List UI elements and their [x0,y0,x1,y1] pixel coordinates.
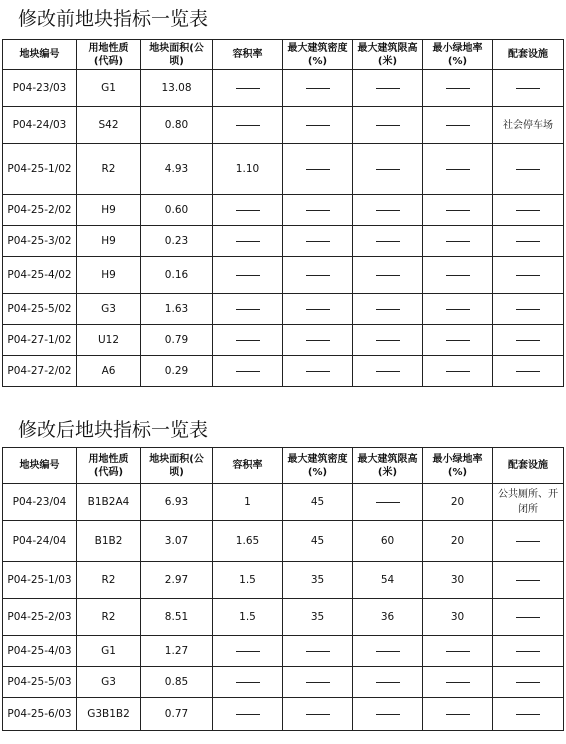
column-header-line: (%) [307,55,328,67]
table-cell [353,484,423,521]
table-cell [423,226,493,257]
empty-value-dash [516,714,540,715]
table-cell [213,70,283,107]
empty-value-dash [236,340,260,341]
empty-value-dash [376,714,400,715]
empty-value-dash [376,682,400,683]
table-cell: P04-25-6/03 [3,698,77,731]
table-cell: 2.97 [141,562,213,599]
table-cell: G3 [77,294,141,325]
table-cell: 3.07 [141,521,213,562]
column-header-line: 地块编号 [19,460,60,471]
table-cell: P04-25-2/03 [3,599,77,636]
empty-value-dash [516,309,540,310]
table-cell [423,144,493,195]
table-row [3,257,564,294]
empty-value-dash [516,682,540,683]
column-header [423,40,493,70]
table-cell: G3B1B2 [77,698,141,731]
column-header [77,448,141,484]
table-cell: 4.93 [141,144,213,195]
column-header [3,448,77,484]
empty-value-dash [306,88,330,89]
column-header [213,448,283,484]
column-header-line: 最大建筑密度 [287,453,348,465]
table-cell: P04-25-1/02 [3,144,77,195]
empty-value-dash [306,241,330,242]
after-indicator-table [2,447,564,731]
table-row [3,144,564,195]
table-cell: 20 [423,521,493,562]
table-cell: G1 [77,70,141,107]
empty-value-dash [376,340,400,341]
table-cell: 1 [213,484,283,521]
table-cell: R2 [77,144,141,195]
table-cell [423,257,493,294]
column-header [353,40,423,70]
column-header-line: 用地性质 [88,453,129,465]
empty-value-dash [376,125,400,126]
empty-value-dash [376,88,400,89]
table-cell: 30 [423,599,493,636]
table-cell: P04-23/03 [3,70,77,107]
empty-value-dash [376,275,400,276]
empty-value-dash [376,309,400,310]
empty-value-dash [306,682,330,683]
before-indicator-table [2,39,564,387]
empty-value-dash [516,617,540,618]
column-header [3,40,77,70]
column-header [353,448,423,484]
table-cell [213,294,283,325]
table-cell [353,667,423,698]
empty-value-dash [516,651,540,652]
table-cell: 6.93 [141,484,213,521]
column-header-line: 地块编号 [19,49,60,60]
empty-value-dash [376,241,400,242]
table-cell [353,325,423,356]
table-cell: P04-25-4/02 [3,257,77,294]
table-cell [493,698,564,731]
table-row [3,325,564,356]
table-cell: R2 [77,562,141,599]
after-table-title: 修改后地块指标一览表 [18,419,209,441]
table-cell [353,356,423,387]
table-cell [493,562,564,599]
table-cell [213,636,283,667]
column-header-line: (米) [377,466,398,478]
table-cell [493,599,564,636]
table-cell: H9 [77,257,141,294]
table-cell [353,636,423,667]
column-header-line: 最大建筑限高 [357,453,418,465]
empty-value-dash [376,502,400,503]
table-cell [283,195,353,226]
table-cell [353,257,423,294]
column-header [141,40,213,70]
table-cell [353,144,423,195]
table-cell [283,325,353,356]
table-cell [283,257,353,294]
table-row [3,521,564,562]
table-cell: 0.23 [141,226,213,257]
empty-value-dash [446,169,470,170]
table-cell: 0.77 [141,698,213,731]
empty-value-dash [236,88,260,89]
empty-value-dash [446,682,470,683]
table-cell: 0.85 [141,667,213,698]
table-cell [493,144,564,195]
table-body [3,484,564,731]
empty-value-dash [236,309,260,310]
table-cell [283,70,353,107]
table-cell [423,70,493,107]
table-row [3,356,564,387]
empty-value-dash [446,125,470,126]
table-row [3,698,564,731]
column-header-line: (代码) [93,466,124,478]
empty-value-dash [446,371,470,372]
column-header-line: 配套设施 [508,460,548,471]
empty-value-dash [446,651,470,652]
empty-value-dash [516,275,540,276]
table-cell: G1 [77,636,141,667]
table-cell [423,356,493,387]
table-cell [493,195,564,226]
table-row [3,294,564,325]
table-cell: R2 [77,599,141,636]
empty-value-dash [446,275,470,276]
column-header-line: (%) [447,55,468,67]
table-row [3,599,564,636]
table-cell: 35 [283,562,353,599]
empty-value-dash [236,651,260,652]
table-cell [213,107,283,144]
table-cell: 公共厕所、开闭所 [493,484,564,521]
table-cell: 13.08 [141,70,213,107]
table-cell: 1.10 [213,144,283,195]
column-header [493,40,564,70]
empty-value-dash [376,371,400,372]
empty-value-dash [446,241,470,242]
table-cell [353,294,423,325]
table-cell [493,636,564,667]
empty-value-dash [236,371,260,372]
column-header-line: (代码) [93,55,124,67]
table-cell [493,70,564,107]
column-header-line: 最大建筑密度 [287,42,348,54]
column-header-line: 配套设施 [508,49,548,60]
empty-value-dash [376,169,400,170]
empty-value-dash [516,88,540,89]
empty-value-dash [306,169,330,170]
table-row [3,636,564,667]
table-cell [493,294,564,325]
table-cell [283,294,353,325]
empty-value-dash [516,340,540,341]
table-cell [423,636,493,667]
column-header-line: 最大建筑限高 [357,42,418,54]
table-cell: 35 [283,599,353,636]
column-header [493,448,564,484]
table-cell: 0.80 [141,107,213,144]
header-row [3,40,564,70]
table-cell: P04-27-2/02 [3,356,77,387]
table-row [3,195,564,226]
empty-value-dash [446,88,470,89]
column-header [213,40,283,70]
table-cell: U12 [77,325,141,356]
table-cell [283,698,353,731]
table-cell [353,226,423,257]
column-header [77,40,141,70]
table-cell [423,107,493,144]
empty-value-dash [236,682,260,683]
column-header-line: (%) [447,466,468,478]
table-cell [493,257,564,294]
table-cell: 45 [283,484,353,521]
table-cell: B1B2 [77,521,141,562]
table-cell: P04-27-1/02 [3,325,77,356]
empty-value-dash [306,340,330,341]
table-cell: 60 [353,521,423,562]
empty-value-dash [516,241,540,242]
empty-value-dash [306,210,330,211]
table-cell: 1.5 [213,599,283,636]
empty-value-dash [516,371,540,372]
empty-value-dash [446,340,470,341]
column-header-line: (%) [307,466,328,478]
column-header-line: 最小绿地率 [432,453,483,465]
table-cell [423,325,493,356]
column-header-line: (米) [377,55,398,67]
table-row [3,226,564,257]
column-header [423,448,493,484]
table-cell: 36 [353,599,423,636]
table-cell: P04-23/04 [3,484,77,521]
column-header-line: 容积率 [232,49,263,60]
table-cell: P04-25-1/03 [3,562,77,599]
table-cell: 1.63 [141,294,213,325]
empty-value-dash [236,125,260,126]
table-cell: 45 [283,521,353,562]
empty-value-dash [236,275,260,276]
table-cell [283,667,353,698]
table-cell [213,667,283,698]
table-cell [493,521,564,562]
empty-value-dash [236,714,260,715]
header-row [3,448,564,484]
column-header-line: 用地性质 [88,42,129,54]
before-table-title: 修改前地块指标一览表 [18,8,209,30]
column-header [283,40,353,70]
empty-value-dash [516,580,540,581]
empty-value-dash [306,651,330,652]
table-cell: H9 [77,195,141,226]
table-cell: P04-25-4/03 [3,636,77,667]
table-cell: 0.16 [141,257,213,294]
table-cell: 8.51 [141,599,213,636]
empty-value-dash [376,210,400,211]
table-cell: H9 [77,226,141,257]
table-row [3,562,564,599]
empty-value-dash [516,541,540,542]
empty-value-dash [306,275,330,276]
table-cell [283,356,353,387]
table-cell: 1.65 [213,521,283,562]
table-cell: P04-25-5/02 [3,294,77,325]
table-row [3,484,564,521]
table-cell [423,667,493,698]
empty-value-dash [446,210,470,211]
empty-value-dash [446,309,470,310]
table-cell: B1B2A4 [77,484,141,521]
table-cell: 0.79 [141,325,213,356]
table-row [3,667,564,698]
table-cell [353,107,423,144]
empty-value-dash [236,210,260,211]
table-cell: G3 [77,667,141,698]
empty-value-dash [306,125,330,126]
empty-value-dash [446,714,470,715]
table-cell [493,356,564,387]
table-cell [213,356,283,387]
table-cell [493,226,564,257]
empty-value-dash [376,651,400,652]
column-header-line: 地块面积(公 [149,453,204,465]
table-cell [283,107,353,144]
table-cell: 0.29 [141,356,213,387]
table-cell [213,698,283,731]
table-cell: P04-24/04 [3,521,77,562]
table-cell [423,294,493,325]
table-cell [493,325,564,356]
table-cell [213,257,283,294]
table-cell [213,195,283,226]
table-cell: A6 [77,356,141,387]
table-cell: 30 [423,562,493,599]
table-cell [353,70,423,107]
column-header [283,448,353,484]
table-cell [423,195,493,226]
table-row [3,107,564,144]
table-cell: 20 [423,484,493,521]
empty-value-dash [306,714,330,715]
empty-value-dash [516,169,540,170]
table-cell [353,195,423,226]
table-cell [353,698,423,731]
table-cell: 1.27 [141,636,213,667]
column-header-line: 容积率 [232,460,263,471]
table-cell [283,636,353,667]
table-cell: 社会停车场 [493,107,564,144]
table-cell [493,667,564,698]
column-header-line: 顷) [169,466,184,478]
column-header-line: 最小绿地率 [432,42,483,54]
table-cell: S42 [77,107,141,144]
table-cell: P04-25-5/03 [3,667,77,698]
column-header-line: 顷) [169,55,184,67]
table-cell [213,325,283,356]
empty-value-dash [236,241,260,242]
table-cell [283,144,353,195]
column-header-line: 地块面积(公 [149,42,204,54]
empty-value-dash [516,210,540,211]
table-cell: 0.60 [141,195,213,226]
table-cell: 54 [353,562,423,599]
table-body [3,70,564,387]
table-cell [213,226,283,257]
empty-value-dash [306,371,330,372]
column-header [141,448,213,484]
empty-value-dash [306,309,330,310]
table-cell [423,698,493,731]
table-cell: P04-24/03 [3,107,77,144]
table-cell: P04-25-2/02 [3,195,77,226]
table-row [3,70,564,107]
table-cell [283,226,353,257]
table-cell: 1.5 [213,562,283,599]
table-cell: P04-25-3/02 [3,226,77,257]
